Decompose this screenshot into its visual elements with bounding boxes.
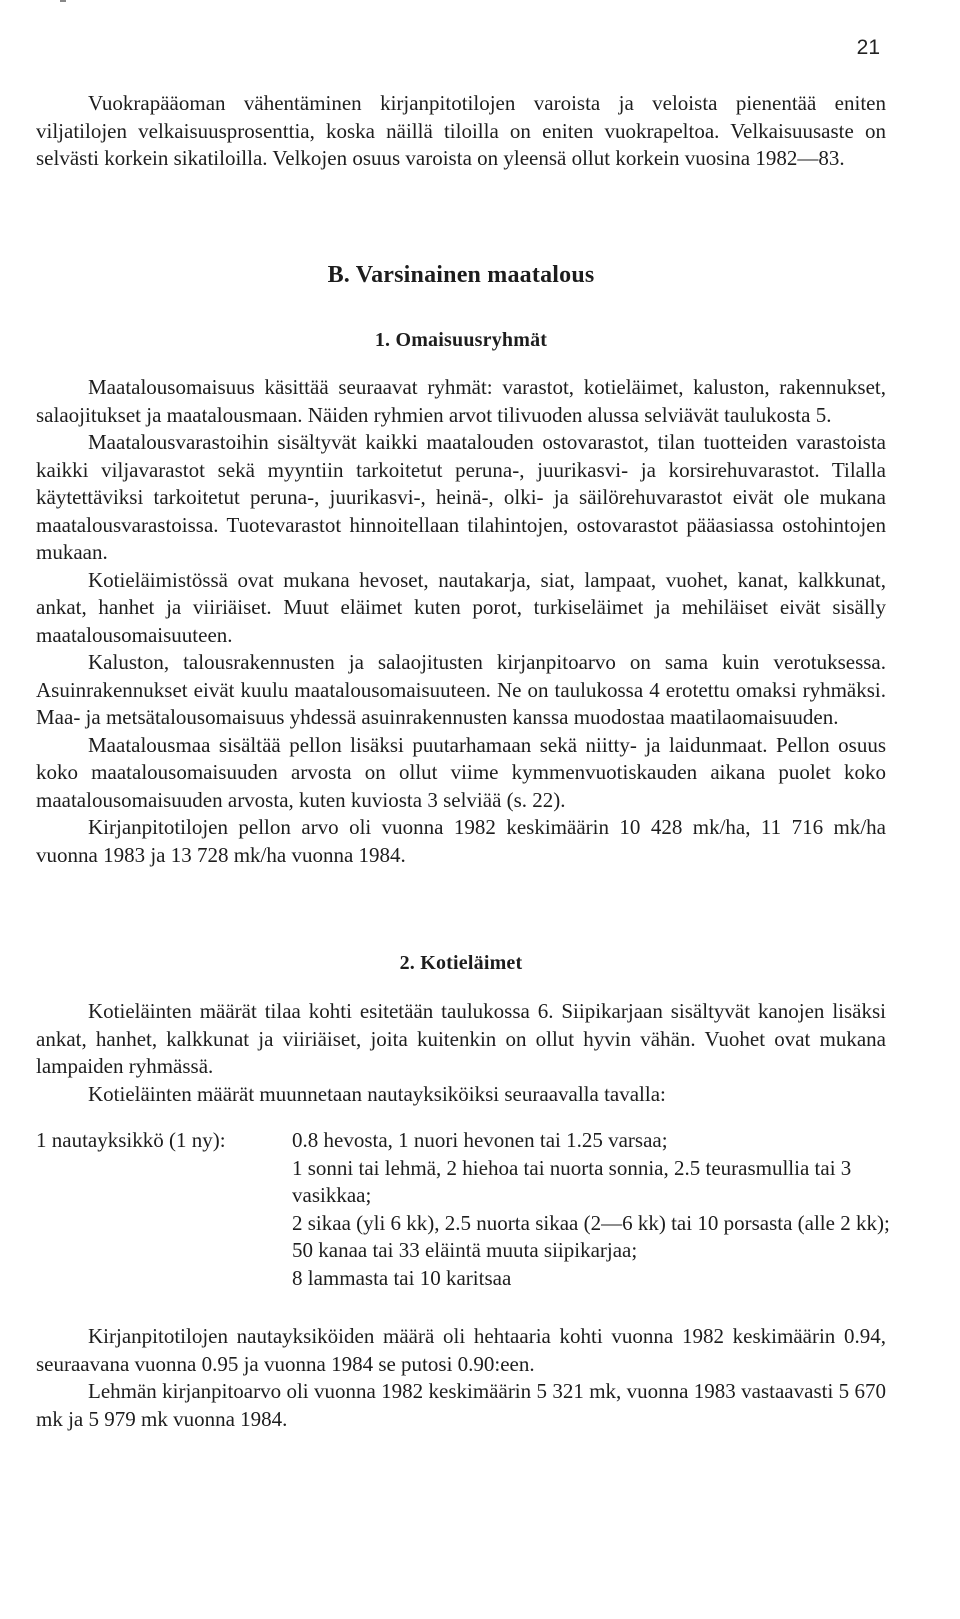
- conversion-label: 1 nautayksikkö (1 ny):: [36, 1128, 226, 1152]
- subsection-2-title: 2. Kotieläimet: [399, 952, 523, 974]
- intro-section: [36, 90, 886, 173]
- subsection-2-heading-block: [36, 950, 886, 978]
- paragraph: Lehmän kirjanpitoarvo oli vuonna 1982 keskimäärin 5 321 mk, vuonna 1983 vastaavasti 5 670 mk ja 5 979 mk vuonna 1984.: [36, 1379, 886, 1431]
- subsection-1-heading-block: [36, 327, 886, 355]
- section-title: B. Varsinainen maatalous: [327, 262, 595, 288]
- paragraph: Kaluston, talousrakennusten ja salaojitusten kirjanpitoarvo on sama kuin verotuksessa. Asuinrakennukset eivät kuulu maatalousomaisuuteen. Ne on taulukossa 4 erotettu omaksi ryhmäksi. Maa- ja metsätalousomaisuus yhdessä asuinrakennusten kanssa muodostaa maatilaomaisuuden.: [36, 650, 886, 729]
- paragraph: Kirjanpitotilojen pellon arvo oli vuonna 1982 keskimäärin 10 428 mk/ha, 11 716 mk/ha vuonna 1983 ja 13 728 mk/ha vuonna 1984.: [36, 815, 886, 867]
- conversion-lines: [292, 1127, 896, 1292]
- conversion-table: [36, 1127, 896, 1292]
- conversion-line: 2 sikaa (yli 6 kk), 2.5 nuorta sikaa (2—6 kk) tai 10 porsasta (alle 2 kk);: [292, 1210, 890, 1235]
- conversion-line: 1 sonni tai lehmä, 2 hiehoa tai nuorta sonnia, 2.5 teurasmullia tai 3 vasikkaa;: [292, 1155, 852, 1207]
- conversion-line: 0.8 hevosta, 1 nuori hevonen tai 1.25 varsaa;: [292, 1128, 668, 1152]
- paragraph: Kotieläimistössä ovat mukana hevoset, nautakarja, siat, lampaat, vuohet, kanat, kalkkunat, ankat, hanhet ja viiriäiset. Muut eläimet kuten porot, turkiseläimet ja mehiläiset eivät sisälly maatalousomaisuuteen.: [36, 567, 886, 647]
- subsection-1-title: 1. Omaisuusryhmät: [374, 329, 548, 351]
- section-heading-block: [36, 262, 886, 290]
- paragraph: Kirjanpitotilojen nautayksiköiden määrä oli hehtaaria kohti vuonna 1982 keskimäärin 0.94, seuraavana vuonna 0.95 ja vuonna 1984 se putosi 0.90:een.: [36, 1324, 886, 1376]
- scan-mark: [60, 0, 66, 2]
- paragraph: Maatalousmaa sisältää pellon lisäksi puutarhamaan sekä niitty- ja laidunmaat. Pellon osuus koko maatalousomaisuuden arvosta on ollut viime kymmenvuotiskauden aikana puolet koko maatalousomaisuuden arvosta, kuten kuviosta 3 selviää (s. 22).: [36, 732, 886, 812]
- paragraph: Kotieläinten määrät tilaa kohti esitetään taulukossa 6. Siipikarjaan sisältyvät kanojen lisäksi ankat, hanhet, kalkkunat ja viiriäiset, joita kuitenkin on ollut hyvin vähän. Vuohet ovat mukana lampaiden ryhmässä.: [36, 999, 886, 1078]
- intro-paragraph: Vuokrapääoman vähentäminen kirjanpitotilojen varoista ja veloista pienentää eniten viljatilojen velkaisuusprosenttia, koska näillä tiloilla on eniten vuokrapeltoa. Velkaisuusaste on selvästi korkein sikatiloilla. Velkojen osuus varoista on yleensä ollut korkein vuosina 1982—83.: [36, 91, 886, 170]
- subsection-2-body: [36, 998, 886, 1108]
- conversion-line: 50 kanaa tai 33 eläintä muuta siipikarjaa;: [292, 1238, 638, 1262]
- paragraph: Maatalousomaisuus käsittää seuraavat ryhmät: varastot, kotieläimet, kaluston, rakennukset, salaojitukset ja maatalousmaan. Näiden ryhmien arvot tilivuoden alussa selviävät taulukosta 5.: [36, 375, 886, 427]
- closing-section: [36, 1323, 886, 1433]
- paragraph: Maatalousvarastoihin sisältyvät kaikki maatalouden ostovarastot, tilan tuotteiden varastoista kaikki viljavarastot sekä myyntiin tarkoitetut peruna-, juurikasvi- ja korsirehuvarastot. Tilalla käytettäviksi tarkoitetut peruna-, juurikasvi-, heinä-, olki- ja säilörehuvarastot eivät ole mukana maatalousvarastoissa. Tuotevarastot hinnoitellaan tilahintojen, ostovarastot pääasiassa ostohintojen mukaan.: [36, 430, 886, 564]
- subsection-1-body: [36, 374, 886, 869]
- conversion-line: 8 lammasta tai 10 karitsaa: [292, 1265, 512, 1290]
- paragraph: Kotieläinten määrät muunnetaan nautayksiköiksi seuraavalla tavalla:: [88, 1081, 666, 1106]
- page-number: 21: [856, 36, 880, 59]
